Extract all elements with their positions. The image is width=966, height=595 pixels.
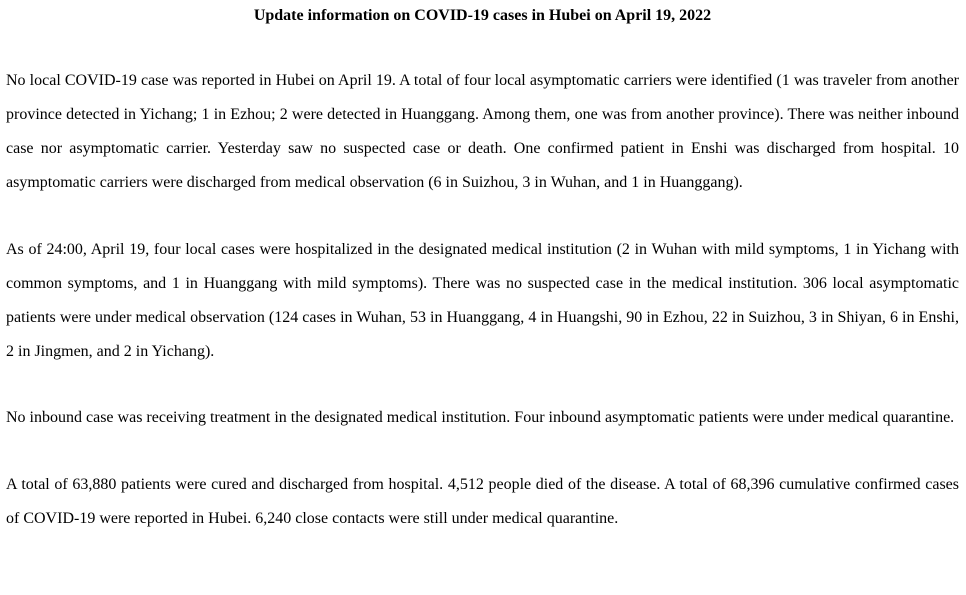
paragraph-cumulative: A total of 63,880 patients were cured and discharged from hospital. 4,512 people died of the disease. A total of 68,396 cumulative confirmed cases of COVID-19 were reported in Hubei. 6,240 close contacts were still under medical quarantine.: [6, 476, 959, 527]
paragraph-inbound: No inbound case was receiving treatment in the designated medical institution. Four inbound asymptomatic patients were under medical quarantine.: [6, 409, 955, 426]
paragraph-hospitalized: As of 24:00, April 19, four local cases were hospitalized in the designated medical institution (2 in Wuhan with mild symptoms, 1 in Yichang with common symptoms, and 1 in Huanggang with mild symptoms). There was no suspected case in the medical institution. 306 local asymptomatic patients were under medical observation (124 cases in Wuhan, 53 in Huanggang, 4 in Huangshi, 90 in Ezhou, 22 in Suizhou, 3 in Shiyan, 6 in Enshi, 2 in Jingmen, and 2 in Yichang).: [6, 241, 959, 360]
page-title: Update information on COVID-19 cases in Hubei on April 19, 2022: [253, 7, 712, 24]
paragraph-local-cases: No local COVID-19 case was reported in Hubei on April 19. A total of four local asymptomatic carriers were identified (1 was traveler from another province detected in Yichang; 1 in Ezhou; 2 were detected in Huanggang. Among them, one was from another province). There was neither inbound case nor asymptomatic carrier. Yesterday saw no suspected case or death. One confirmed patient in Enshi was discharged from hospital. 10 asymptomatic carriers were discharged from medical observation (6 in Suizhou, 3 in Wuhan, and 1 in Huanggang).: [6, 72, 959, 191]
document: [6, 0, 959, 536]
